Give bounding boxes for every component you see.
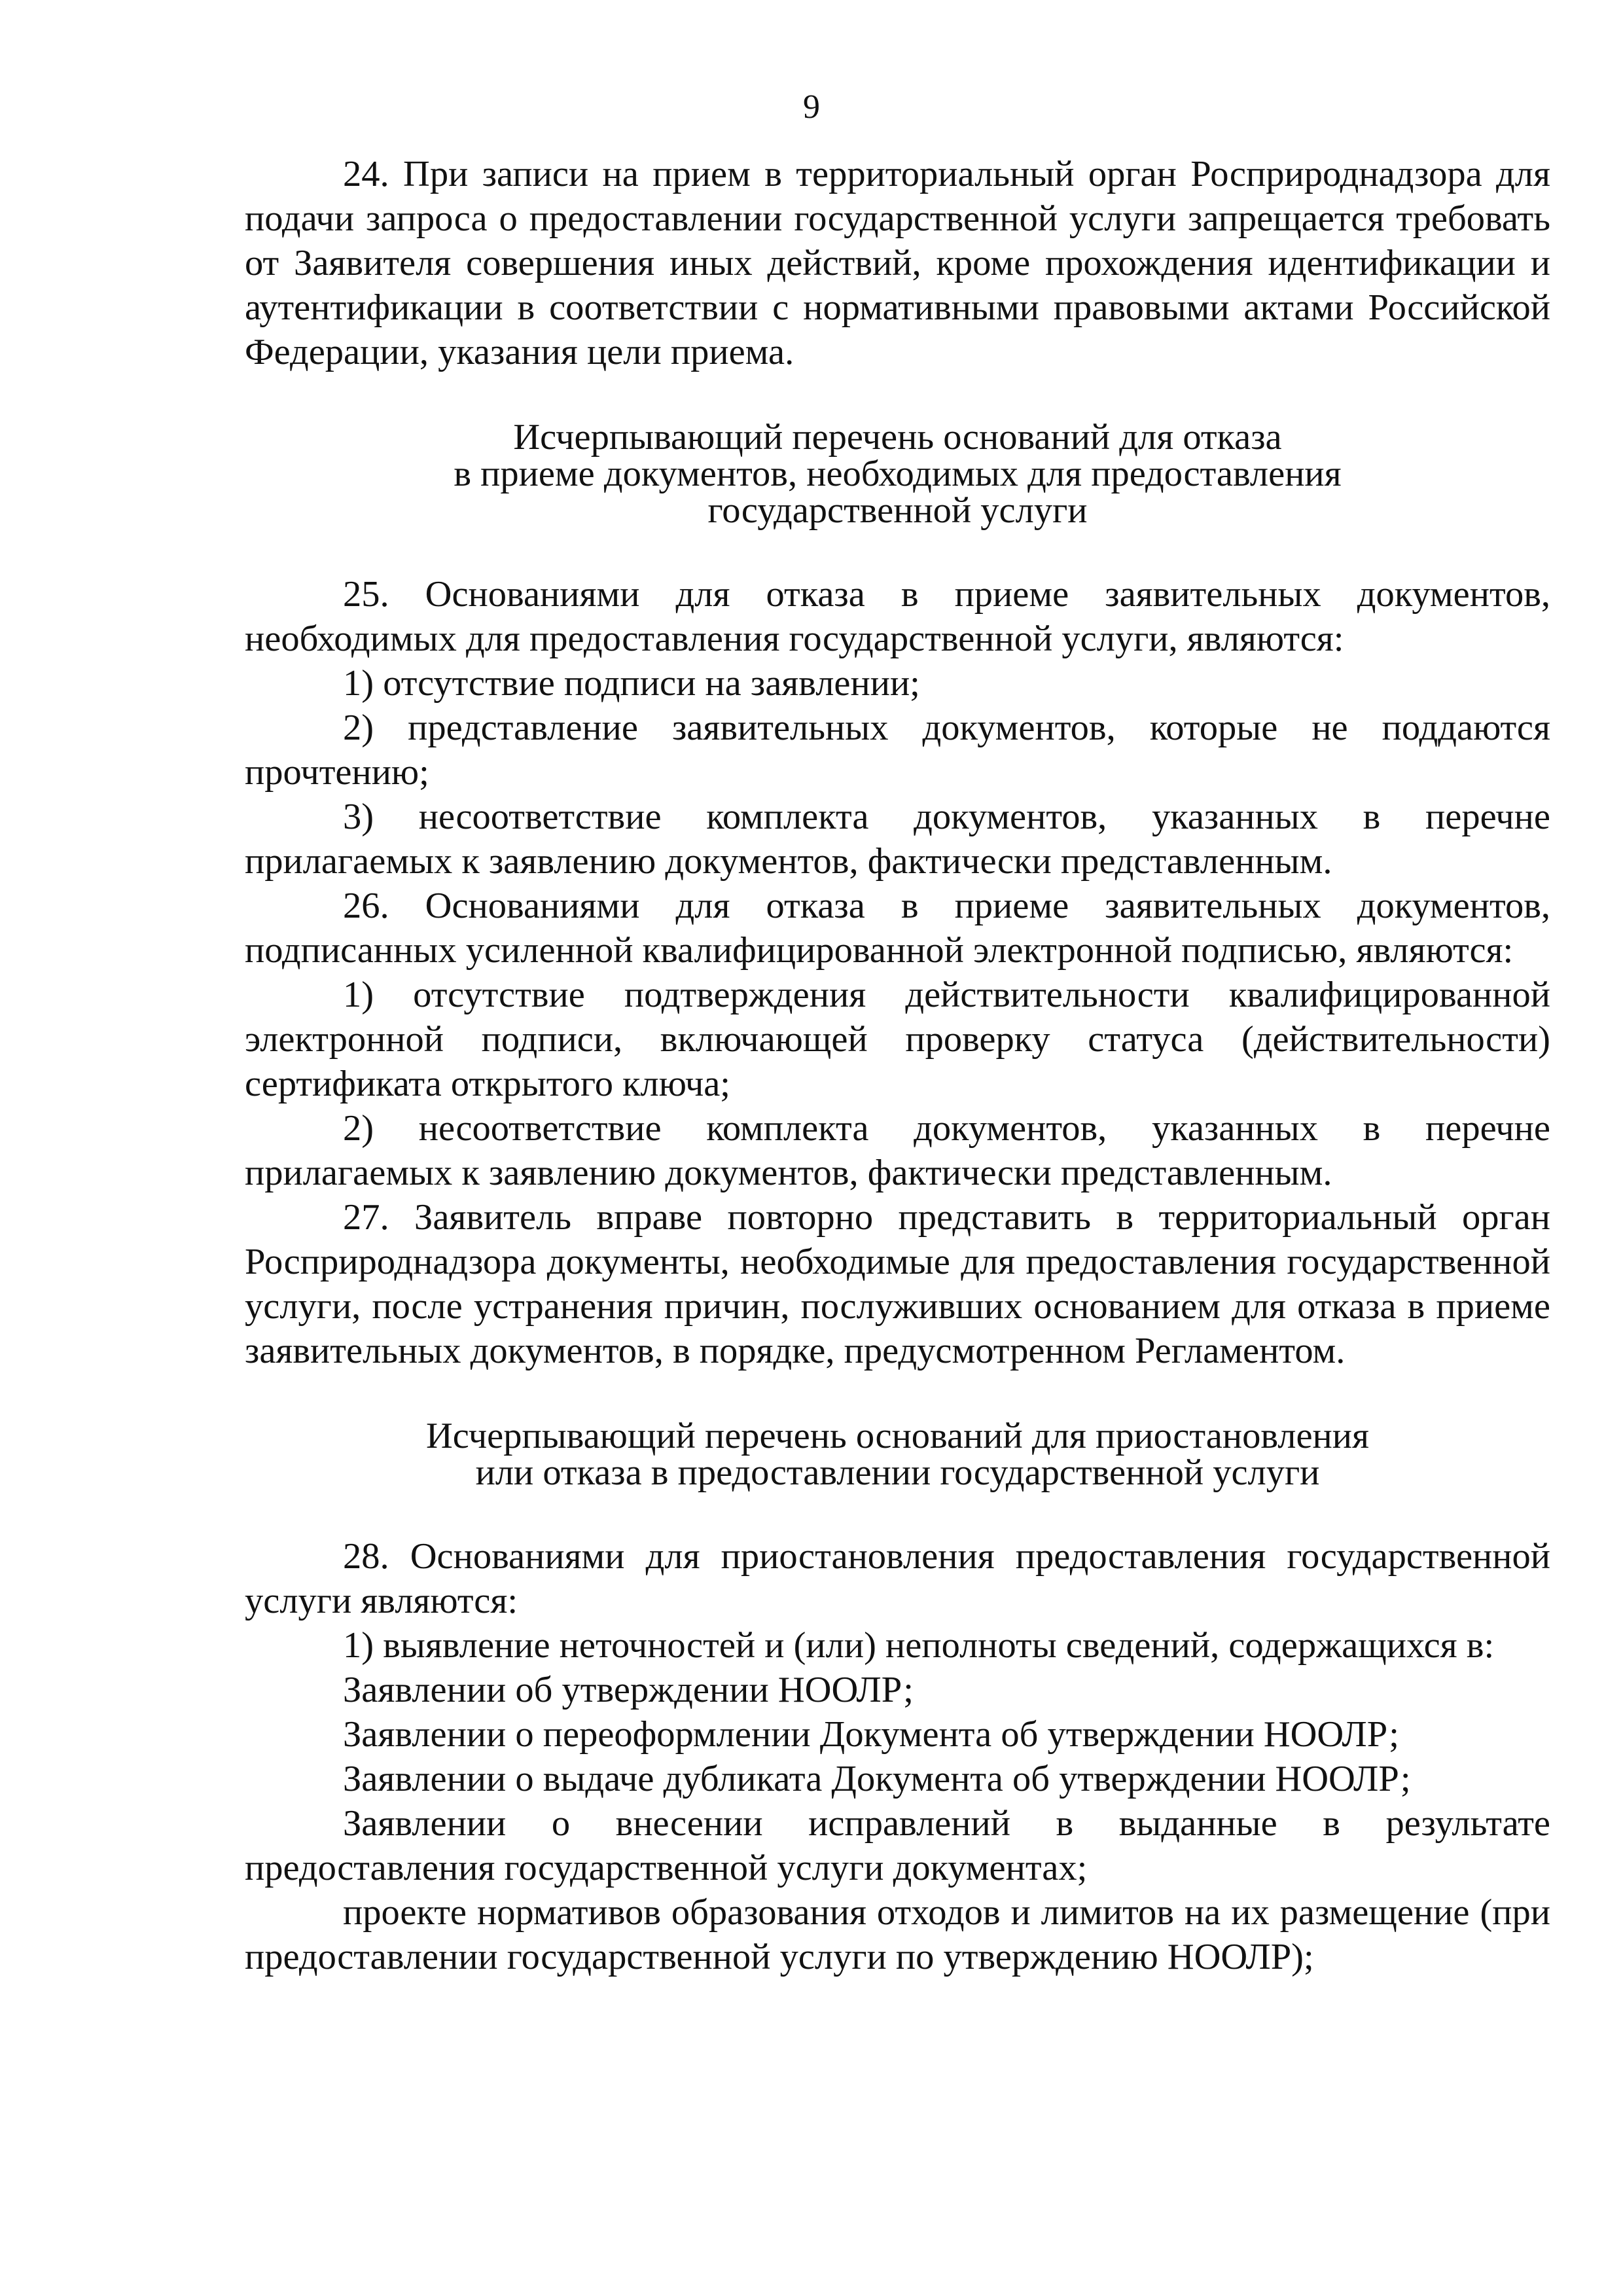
paragraph-28-item-1: 1) выявление неточностей и (или) неполноты сведений, содержащихся в: [343, 1625, 1495, 1666]
paragraph-25-item-1: 1) отсутствие подписи на заявлении; [343, 663, 920, 704]
paragraph-28-subitem: Заявлении о внесении исправлений в выданные в результате предоставления государственной услуги документах; [245, 1803, 1550, 1888]
paragraph-26-item-1: 1) отсутствие подтверждения действительности квалифицированной электронной подписи, включающей проверку статуса (действительности) сертификата открытого ключа; [245, 975, 1550, 1104]
heading-line: государственной услуги [707, 490, 1088, 531]
paragraph-28: 28. Основаниями для приостановления предоставления государственной услуги являются: [245, 1536, 1550, 1621]
heading-line: в приеме документов, необходимых для предоставления [454, 454, 1342, 494]
paragraph-27: 27. Заявитель вправе повторно представить в территориальный орган Росприроднадзора документы, необходимые для предоставления государственной услуги, после устранения причин, послуживших основанием для отказа в приеме заявительных документов, в порядке, предусмотренном Регламентом. [245, 1197, 1550, 1371]
document-body [245, 152, 1550, 1979]
paragraph-26: 26. Основаниями для отказа в приеме заявительных документов, подписанных усиленной квалифицированной электронной подписью, являются: [245, 886, 1550, 971]
section-heading-refusal-reception [245, 419, 1550, 529]
paragraph-28-subitem: Заявлении о переоформлении Документа об утверждении НООЛР; [343, 1714, 1399, 1755]
paragraph-28-subitem: Заявлении о выдаче дубликата Документа об утверждении НООЛР; [343, 1759, 1411, 1799]
heading-line: или отказа в предоставлении государственной услуги [475, 1452, 1320, 1493]
paragraph-26-item-2: 2) несоответствие комплекта документов, указанных в перечне прилагаемых к заявлению документов, фактически представленным. [245, 1108, 1550, 1193]
section-heading-suspension [245, 1418, 1550, 1491]
heading-line: Исчерпывающий перечень оснований для отказа [513, 417, 1282, 457]
paragraph-25-item-3: 3) несоответствие комплекта документов, указанных в перечне прилагаемых к заявлению документов, фактически представленным. [245, 797, 1550, 882]
paragraph-25-item-2: 2) представление заявительных документов, которые не поддаются прочтению; [245, 708, 1550, 793]
paragraph-28-subitem: проекте нормативов образования отходов и лимитов на их размещение (при предоставлении государственной услуги по утверждению НООЛР); [245, 1892, 1550, 1977]
paragraph-25: 25. Основаниями для отказа в приеме заявительных документов, необходимых для предоставления государственной услуги, являются: [245, 574, 1550, 659]
page-number: 9 [803, 88, 820, 126]
paragraph-24: 24. При записи на прием в территориальный орган Росприроднадзора для подачи запроса о предоставлении государственной услуги запрещается требовать от Заявителя совершения иных действий, кроме прохождения идентификации и аутентификации в соответствии с нормативными правовыми актами Российской Федерации, указания цели приема. [245, 154, 1550, 372]
paragraph-28-subitem: Заявлении об утверждении НООЛР; [343, 1670, 914, 1710]
heading-line: Исчерпывающий перечень оснований для приостановления [425, 1416, 1370, 1456]
